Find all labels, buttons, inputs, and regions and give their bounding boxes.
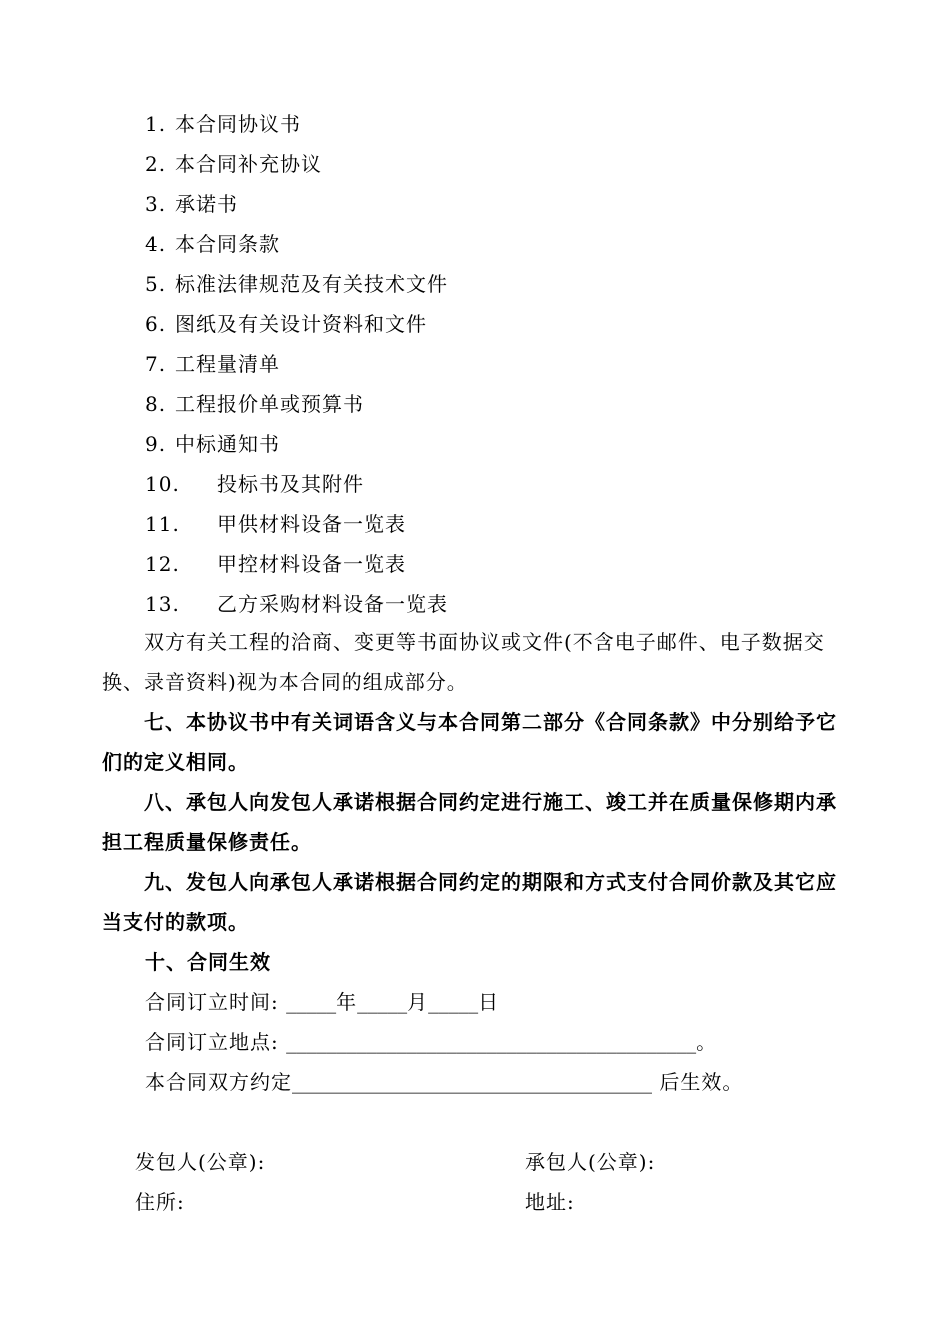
list-item: 6. 图纸及有关设计资料和文件	[145, 312, 427, 336]
sign-place-label: 合同订立地点:	[145, 1030, 279, 1054]
list-item: 7. 工程量清单	[145, 352, 280, 376]
list-item: 3. 承诺书	[145, 192, 238, 216]
sign-place-line: 合同订立地点: _________________________________________。	[145, 1030, 718, 1054]
list-item: 13. 乙方采购材料设备一览表	[145, 592, 448, 616]
list-item: 2. 本合同补充协议	[145, 152, 322, 176]
list-item: 1. 本合同协议书	[145, 112, 301, 136]
clause-ten-title: 十、合同生效	[145, 950, 271, 974]
list-item: 10. 投标书及其附件	[145, 472, 364, 496]
contractor-address-label: 地址:	[525, 1190, 575, 1214]
clause-eight: 八、承包人向发包人承诺根据合同约定进行施工、竣工并在质量保修期内承担工程质量保修责任。	[102, 790, 837, 854]
sign-time-label: 合同订立时间:	[145, 990, 279, 1014]
list-item: 9. 中标通知书	[145, 432, 280, 456]
list-item: 5. 标准法律规范及有关技术文件	[145, 272, 448, 296]
clause-seven: 七、本协议书中有关词语含义与本合同第二部分《合同条款》中分别给予它们的定义相同。	[102, 710, 837, 774]
composition-paragraph: 双方有关工程的洽商、变更等书面协议或文件(不含电子邮件、电子数据交换、录音资料)视为本合同的组成部分。	[102, 630, 825, 694]
month-blank: _____	[357, 990, 408, 1014]
sign-time-line: 合同订立时间: _____年_____月_____日	[145, 990, 500, 1014]
list-item: 11. 甲供材料设备一览表	[145, 512, 406, 536]
employer-address-label: 住所:	[135, 1190, 185, 1214]
list-item: 4. 本合同条款	[145, 232, 280, 256]
clause-nine: 九、发包人向承包人承诺根据合同约定的期限和方式支付合同价款及其它应当支付的款项。	[102, 870, 837, 934]
list-item: 8. 工程报价单或预算书	[145, 392, 364, 416]
effect-blank: ____________________________________	[292, 1070, 652, 1094]
day-blank: _____	[428, 990, 479, 1014]
place-blank: _________________________________________	[286, 1030, 697, 1054]
year-blank: _____	[286, 990, 337, 1014]
employer-seal-label: 发包人(公章):	[135, 1150, 266, 1174]
effect-line: 本合同双方约定____________________________________ 后生效。	[145, 1070, 744, 1094]
contractor-seal-label: 承包人(公章):	[525, 1150, 656, 1174]
list-item: 12. 甲控材料设备一览表	[145, 552, 406, 576]
